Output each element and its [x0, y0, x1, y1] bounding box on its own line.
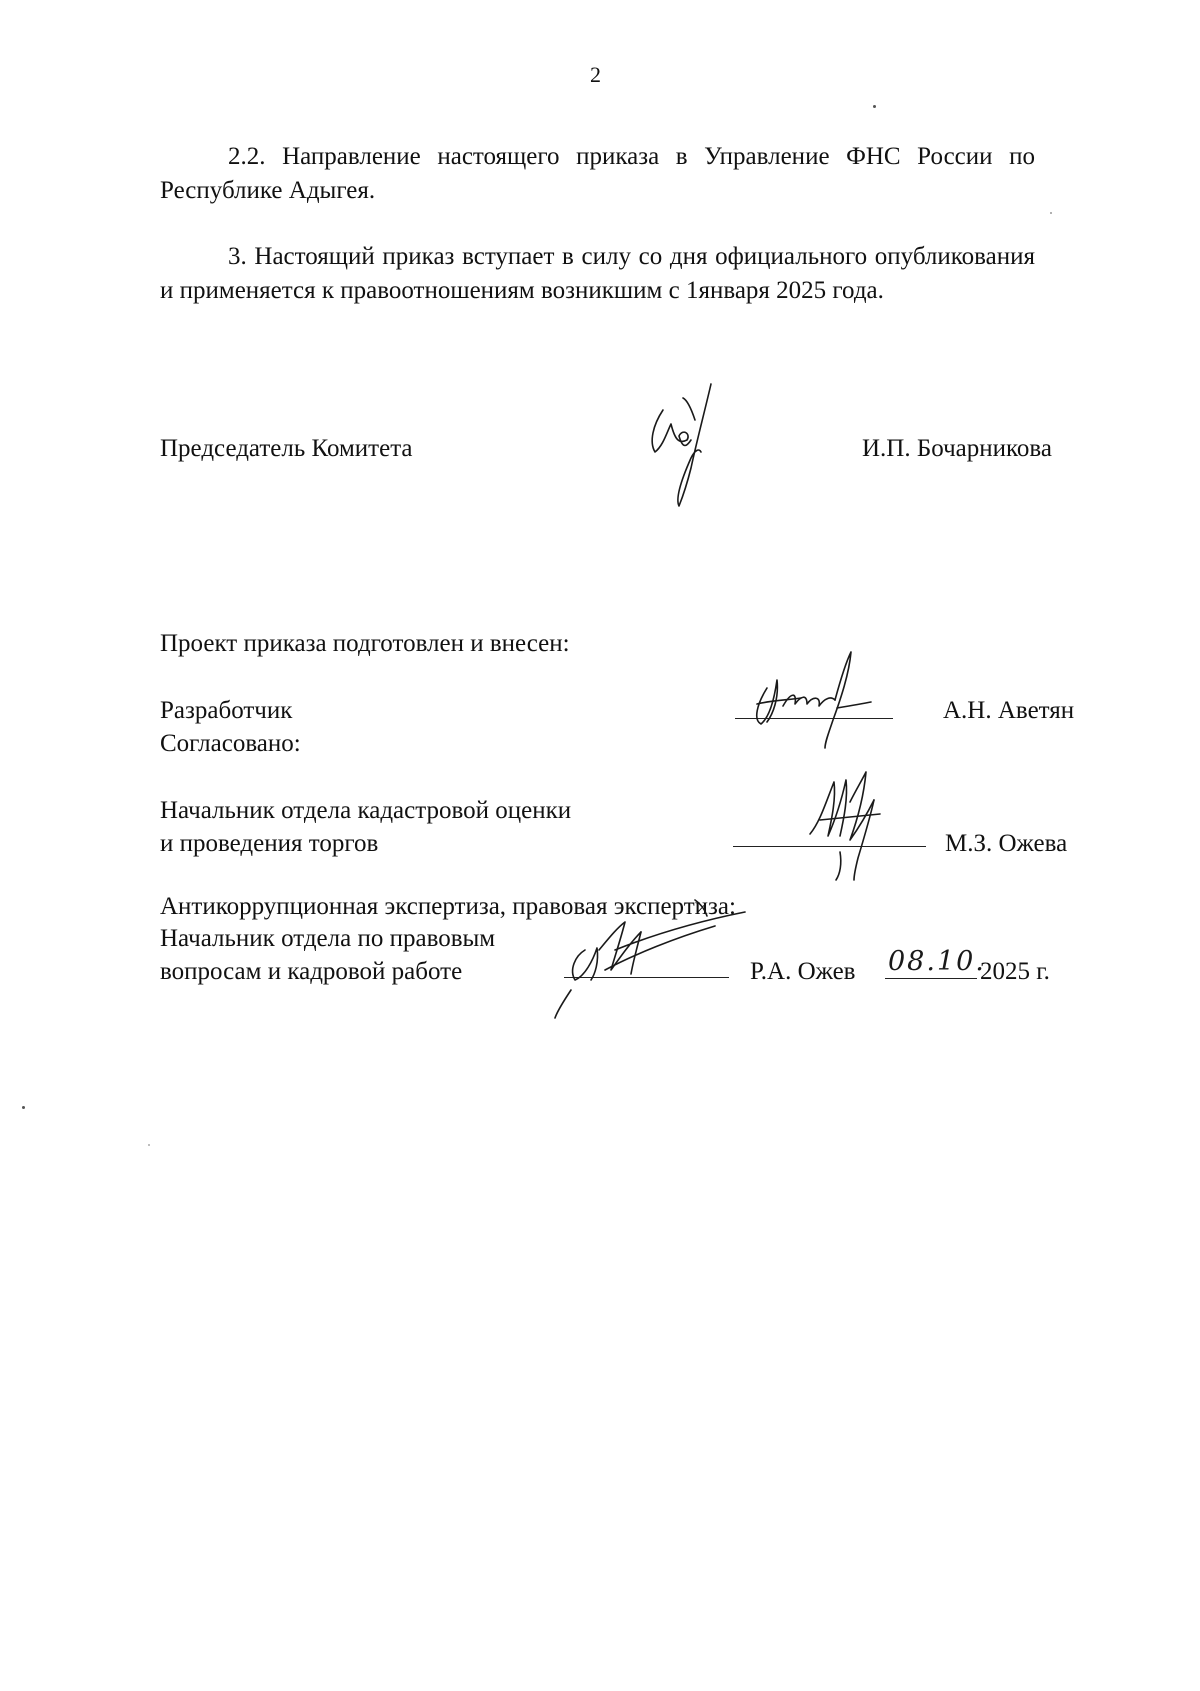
paragraph-3-text: 3. Настоящий приказ вступает в силу со дня официального опубликования и применяется к правоотношениям возникшим с 1января 2025 года. [160, 243, 1035, 304]
scan-speck [148, 1144, 150, 1146]
page-number: 2 [590, 62, 601, 87]
head-cadastral-line1: Начальник отдела кадастровой оценки [160, 797, 572, 824]
scan-speck [1050, 212, 1052, 214]
paragraph-2-2-text: 2.2. Направление настоящего приказа в Управление ФНС России по Республике Адыгея. [160, 143, 1035, 204]
paragraph-3 [160, 240, 1035, 308]
developer-name: А.Н. Аветян [943, 697, 1075, 724]
agreed-label: Согласовано: [160, 730, 301, 757]
anticorruption-heading: Антикоррупционная экспертиза, правовая экспертиза: [160, 893, 736, 920]
project-heading: Проект приказа подготовлен и внесен: [160, 630, 570, 657]
scan-speck [22, 1106, 25, 1109]
head-legal-signature [545, 890, 785, 1020]
head-cadastral-line2: и проведения торгов [160, 830, 379, 857]
head-cadastral-name: М.З. Ожева [945, 830, 1068, 857]
head-cadastral-signature [800, 762, 930, 892]
head-legal-name: Р.А. Ожев [750, 958, 856, 985]
signing-date-year: 2025 г. [980, 958, 1050, 985]
scan-speck [873, 105, 876, 108]
paragraph-2-2 [160, 140, 1035, 208]
chairman-name: И.П. Бочарникова [862, 435, 1052, 462]
head-legal-line1: Начальник отдела по правовым [160, 925, 496, 952]
developer-label: Разработчик [160, 697, 293, 724]
head-legal-line2: вопросам и кадровой работе [160, 958, 463, 985]
date-underline [885, 978, 977, 979]
chairman-title: Председатель Комитета [160, 435, 413, 462]
developer-signature [745, 648, 915, 758]
signing-date-handwritten: 08.10. [888, 946, 986, 977]
chairman-signature [635, 380, 725, 520]
